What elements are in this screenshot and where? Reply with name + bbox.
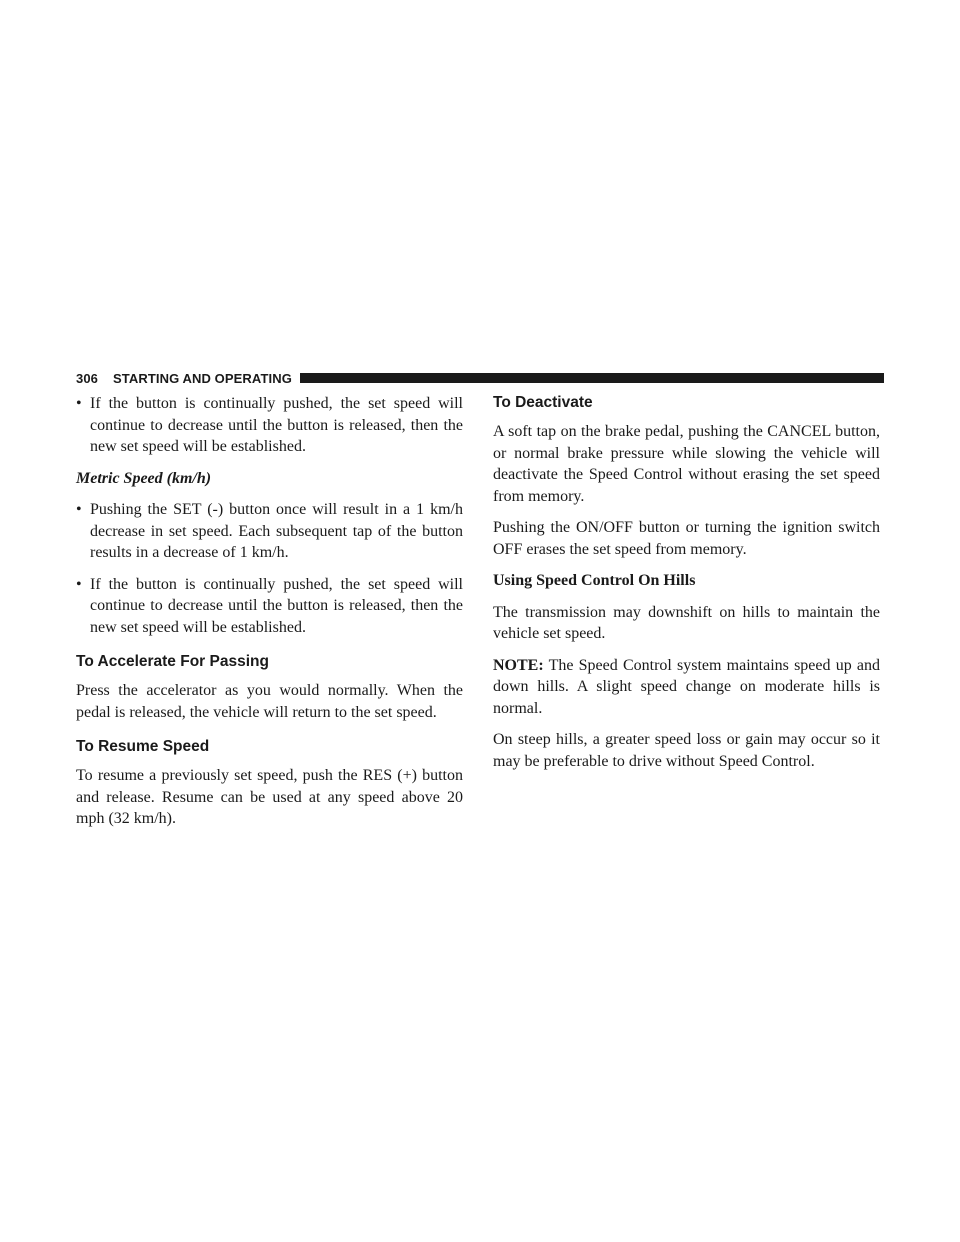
page-number: 306 (76, 370, 98, 386)
deactivate-heading: To Deactivate (493, 394, 593, 411)
steep-hills-paragraph: On steep hills, a greater speed loss or gain may occur so it may be preferable to drive without Speed Control. (493, 731, 880, 770)
bullet-glyph: • (76, 575, 82, 593)
list-item (76, 393, 463, 458)
bullet-glyph: • (76, 395, 82, 412)
list-item (76, 499, 463, 564)
deactivate-paragraph-1: A soft tap on the brake pedal, pushing the CANCEL button, or normal brake pressure while slowing the vehicle will deactivate the Speed Control without erasing the set speed from memory. (493, 423, 880, 505)
metric-speed-heading: Metric Speed (km/h) (76, 469, 212, 487)
note-paragraph (493, 655, 880, 720)
right-column (493, 393, 880, 782)
passing-paragraph: Press the accelerator as you would normally. When the pedal is released, the vehicle will return to the set speed. (76, 682, 463, 721)
passing-heading: To Accelerate For Passing (76, 653, 269, 670)
resume-heading: To Resume Speed (76, 738, 210, 755)
section-title: STARTING AND OPERATING (113, 370, 292, 386)
list-item (76, 574, 463, 639)
header-rule (300, 373, 884, 383)
deactivate-paragraph-2: Pushing the ON/OFF button or turning the ignition switch OFF erases the set speed from memory. (493, 519, 880, 558)
note-text: The Speed Control system maintains speed up and down hills. A slight speed change on moderate hills is normal. (493, 656, 880, 717)
hills-paragraph: The transmission may downshift on hills to maintain the vehicle set speed. (493, 603, 880, 642)
note-label: NOTE: (493, 656, 544, 674)
bullet-text: Pushing the SET (-) button once will result in a 1 km/h decrease in set speed. Each subsequent tap of the button results in a decrease of 1 km/h. (90, 501, 463, 561)
page-header (76, 370, 884, 386)
bullet-text: If the button is continually pushed, the set speed will continue to decrease until the button is released, then the new set speed will be established. (90, 395, 463, 455)
bullet-glyph: • (76, 501, 82, 518)
left-column (76, 393, 463, 840)
hills-heading: Using Speed Control On Hills (493, 572, 696, 589)
resume-paragraph: To resume a previously set speed, push the RES (+) button and release. Resume can be used at any speed above 20 mph (32 km/h). (76, 767, 463, 827)
bullet-text: If the button is continually pushed, the set speed will continue to decrease until the button is released, then the new set speed will be established. (90, 575, 463, 636)
